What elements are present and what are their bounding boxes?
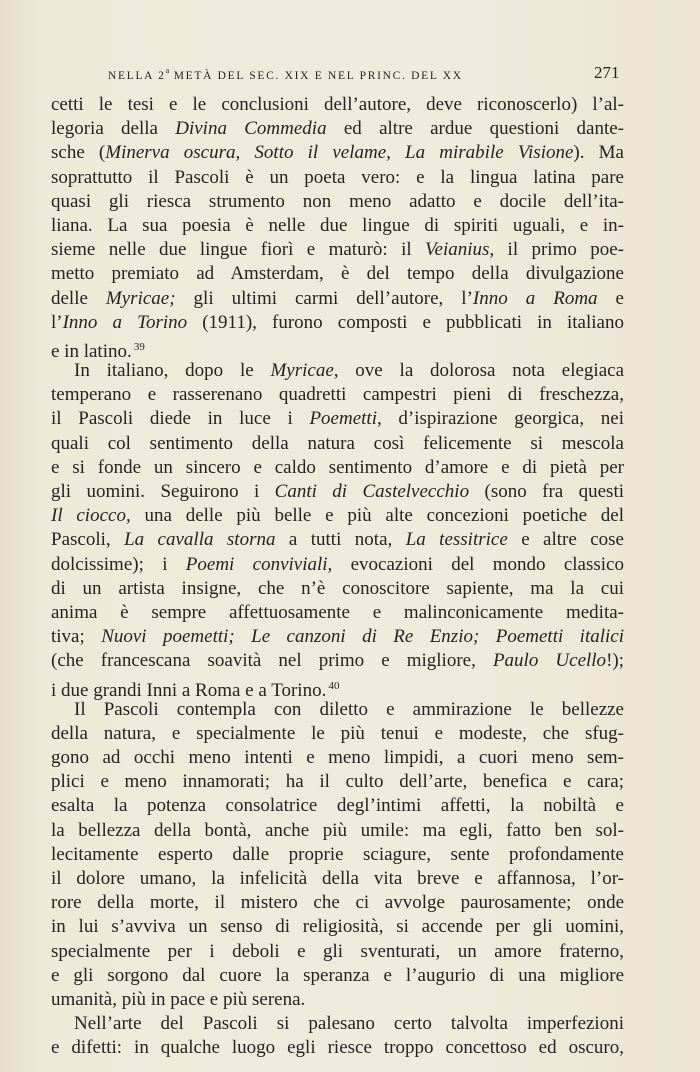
text-line (51, 504, 624, 528)
text-line (51, 746, 624, 770)
text-span: sieme nelle due lingue fiorì e maturò: il (51, 239, 426, 261)
text-span: e gli sorgono dal cuore la speranza e l’augurio di una migliore (51, 964, 624, 986)
text-span: esalta la potenza consolatrice degl’intimi affetti, la nobiltà e (51, 795, 624, 817)
text-span: e in latino. (51, 340, 132, 362)
text-line (51, 190, 624, 214)
text-span: di un artista insigne, che n’è conoscitore sapiente, ma la cui (51, 577, 624, 599)
text-span: il Pascoli diede in luce i (51, 408, 310, 430)
text-span: ed altre ardue questioni dante- (326, 118, 624, 140)
text-span: il dolore umano, la infelicità della vita breve e affannosa, l’or- (51, 868, 624, 889)
text-line (51, 262, 624, 286)
text-line (51, 214, 624, 238)
text-span: metto premiato ad Amsterdam, è del tempo della divulgazione (51, 263, 624, 285)
text-line (51, 649, 624, 673)
text-span: Nell’arte del Pascoli si palesano certo talvolta imperfezioni (74, 1013, 624, 1035)
text-span: In italiano, dopo le (74, 360, 271, 382)
running-title: NELLA 2$^a$ METÀ DEL SEC. XIX E NEL PRINC. DEL XX (108, 66, 463, 82)
text-line (51, 1012, 624, 1036)
italic-title: Poemi conviviali, (185, 553, 333, 575)
text-line (51, 432, 624, 456)
text-span: la bellezza della bontà, anche più umile: ma egli, fatto ben sol- (51, 819, 624, 841)
italic-title: Canti di Castelvecchio (274, 481, 470, 502)
text-span: (sono fra questi (469, 481, 625, 502)
text-line (51, 141, 624, 165)
text-line (51, 480, 624, 504)
text-line (51, 819, 624, 843)
text-span: cetti le tesi e le conclusioni dell’autore, deve riconoscerlo) l’al- (51, 94, 624, 115)
footnote-marker: 40 (326, 679, 340, 692)
text-line (51, 1036, 624, 1060)
text-span: soprattutto il Pascoli è un poeta vero: e la lingua latina pare (51, 166, 624, 188)
italic-title: Inno a Roma (472, 287, 598, 309)
text-span: legoria della (51, 118, 176, 140)
text-line (51, 964, 624, 988)
text-line (51, 770, 624, 794)
text-span: a tutti nota, (275, 529, 406, 551)
text-span: l’ (51, 311, 63, 333)
text-line (51, 456, 624, 480)
text-line (51, 794, 624, 818)
text-span: gli ultimi carmi dell’autore, l’ (175, 287, 473, 309)
text-span: e difetti: in qualche luogo egli riesce troppo concettoso ed oscuro, (51, 1037, 624, 1059)
text-span: quali col sentimento della natura così felicemente si mescola (51, 432, 624, 454)
italic-title: Myricae; (105, 287, 176, 309)
text-line (51, 867, 624, 891)
text-span: plici e meno innamorati; ha il culto dell’arte, benefica e cara; (51, 771, 624, 793)
text-span: Pascoli, (51, 529, 125, 551)
text-line (51, 335, 624, 362)
text-span: tiva; (51, 626, 102, 648)
text-line (51, 238, 624, 262)
text-line (51, 311, 624, 335)
text-span: !); (606, 650, 624, 672)
italic-title: Veianius, (425, 239, 495, 261)
text-line (51, 674, 624, 701)
running-header (0, 63, 700, 87)
text-span: d’ispirazione georgica, nei (381, 408, 624, 430)
text-span: e (597, 287, 624, 309)
text-span: (1911), furono composti e pubblicati in italiano (187, 311, 624, 333)
text-line (51, 117, 624, 141)
text-span: ove la dolorosa nota elegiaca (338, 360, 624, 382)
italic-title: Il ciocco, (51, 505, 131, 527)
footnote-marker: 39 (131, 340, 145, 353)
text-span: (che francescana soavità nel primo e migliore, (51, 650, 493, 672)
text-span: gli uomini. Seguirono i (51, 481, 275, 502)
text-span: una delle più belle e più alte concezioni poetiche del (130, 505, 625, 527)
text-line (51, 287, 624, 311)
body-text (51, 93, 624, 1061)
italic-title: Poemetti, (309, 408, 382, 430)
text-line (51, 698, 624, 722)
text-line (51, 601, 624, 625)
text-line (51, 93, 624, 117)
text-span: e si fonde un sincero e caldo sentimento d’amore e di pietà per (51, 456, 624, 478)
text-line (51, 359, 624, 383)
text-span: specialmente per i deboli e gli sventurati, un amore fraterno, (51, 940, 624, 962)
text-span: Il Pascoli contempla con diletto e ammirazione le bellezze (74, 698, 624, 720)
italic-title: Divina Commedia (175, 118, 327, 140)
text-line (51, 940, 624, 964)
italic-title: Myricae, (270, 360, 339, 382)
text-span: dolcissime); i (51, 553, 186, 575)
italic-title: Paulo Ucello (492, 650, 607, 672)
text-span: sche ( (51, 142, 106, 164)
text-line (51, 915, 624, 939)
text-span: quasi gli riesca strumento non meno adatto e docile dell’ita- (51, 190, 624, 212)
text-span: liana. La sua poesia è nelle due lingue di spiriti uguali, e in- (51, 214, 624, 236)
text-line (51, 166, 624, 190)
text-span: lecitamente esperto dalle proprie sciagure, sente profondamente (51, 843, 624, 865)
text-line (51, 553, 624, 577)
text-span: temperano e rasserenano quadretti campestri pieni di freschezza, (51, 384, 624, 406)
text-line (51, 528, 624, 552)
text-line (51, 843, 624, 867)
page-number: 271 (594, 63, 620, 82)
text-span: il primo poe- (494, 239, 625, 261)
text-line (51, 407, 624, 431)
italic-title: Nuovi poemetti; Le canzoni di Re Enzio; Poemetti italici (101, 626, 624, 648)
text-line (51, 988, 624, 1012)
text-line (51, 891, 624, 915)
text-span: gono ad occhi meno intenti e meno limpidi, a cuori meno sem- (51, 747, 624, 769)
text-span: in lui s’avviva un senso di religiosità, si accende per gli uomini, (51, 916, 624, 938)
italic-title: La tessitrice (405, 529, 508, 551)
text-span: umanità, più in pace e più serena. (51, 988, 306, 1010)
text-line (51, 577, 624, 601)
text-span: anima è sempre affettuosamente e malinconicamente medita- (51, 601, 624, 623)
text-span: delle (51, 287, 106, 309)
italic-title: Inno a Torino (62, 311, 188, 333)
text-span: rore della morte, il mistero che ci avvolge paurosamente; onde (51, 892, 624, 914)
text-span: e altre cose (507, 529, 624, 551)
text-span: ). Ma (573, 142, 624, 164)
text-span: evocazioni del mondo classico (332, 553, 624, 575)
text-line (51, 722, 624, 746)
text-line (51, 625, 624, 649)
text-span: della natura, e specialmente le più tenui e modeste, che sfug- (51, 722, 624, 744)
italic-title: La cavalla storna (124, 529, 276, 551)
italic-title: Minerva oscura, Sotto il velame, La mirabile Visione (105, 142, 574, 164)
text-span: i due grandi Inni a Roma e a Torino. (51, 679, 327, 701)
text-line (51, 383, 624, 407)
